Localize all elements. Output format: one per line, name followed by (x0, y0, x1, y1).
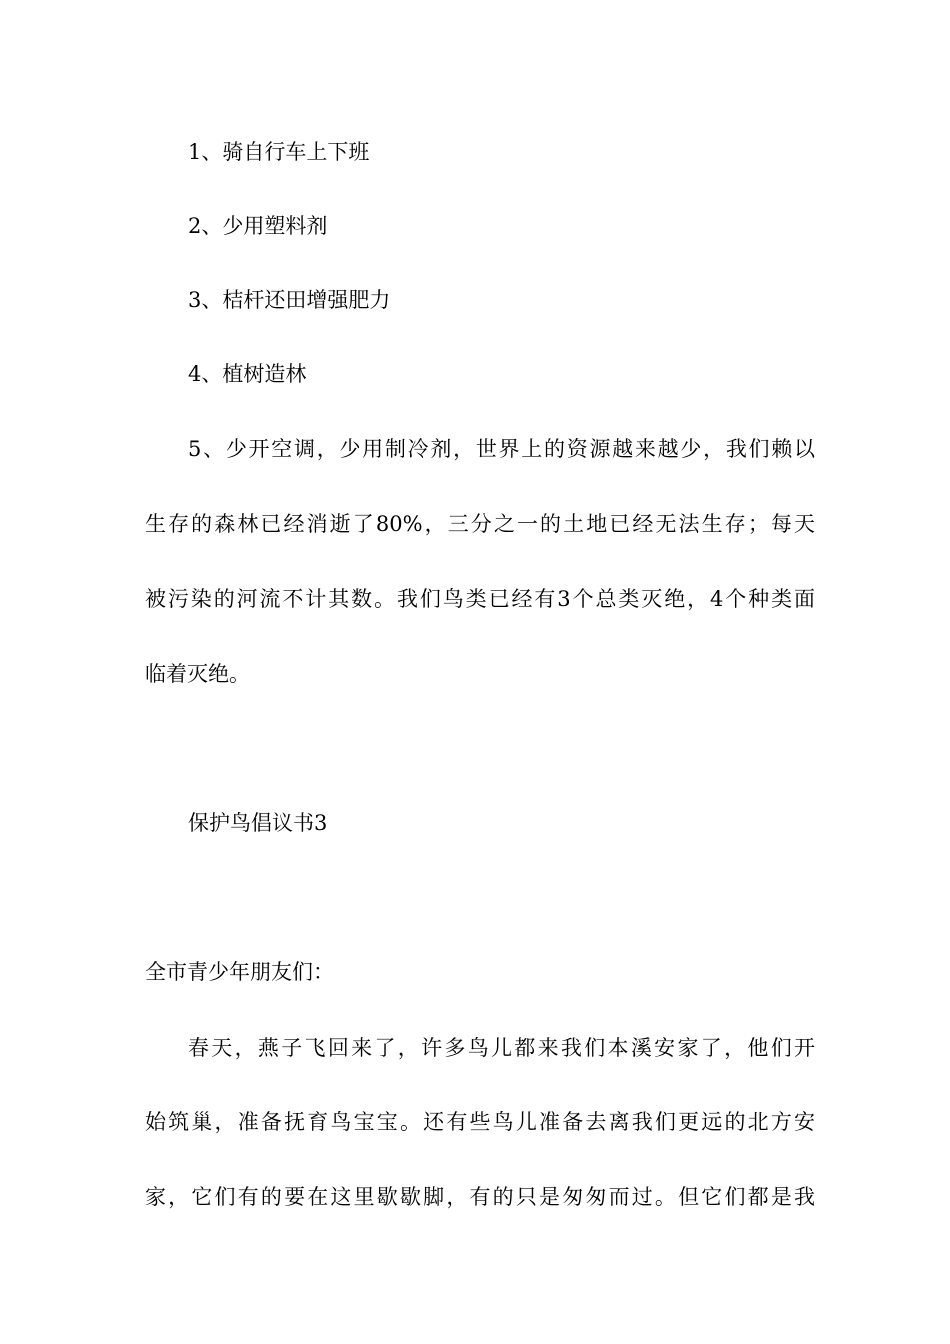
paragraph-5-line-3: 被污染的河流不计其数。我们鸟类已经有3个总类灭绝，4个种类面 (145, 587, 815, 611)
section-title: 保护鸟倡议书3 (188, 811, 328, 835)
paragraph-5-line-4: 临着灭绝。 (145, 662, 250, 686)
list-item-3: 3、桔杆还田增强肥力 (188, 288, 391, 312)
paragraph-spring-line-1: 春天，燕子飞回来了，许多鸟儿都来我们本溪安家了，他们开 (188, 1036, 815, 1060)
paragraph-5-line-1: 5、少开空调，少用制冷剂，世界上的资源越来越少，我们赖以 (188, 437, 815, 461)
paragraph-5-line-2: 生存的森林已经消逝了80%，三分之一的土地已经无法生存；每天 (145, 512, 815, 536)
list-item-2: 2、少用塑料剂 (188, 214, 328, 238)
salutation: 全市青少年朋友们： (145, 960, 334, 984)
list-item-4: 4、植树造林 (188, 362, 307, 386)
list-item-1: 1、骑自行车上下班 (188, 140, 370, 164)
paragraph-spring-line-2: 始筑巢，准备抚育鸟宝宝。还有些鸟儿准备去离我们更远的北方安 (145, 1110, 815, 1134)
paragraph-spring-line-3: 家，它们有的要在这里歇歇脚，有的只是匆匆而过。但它们都是我 (145, 1185, 815, 1209)
